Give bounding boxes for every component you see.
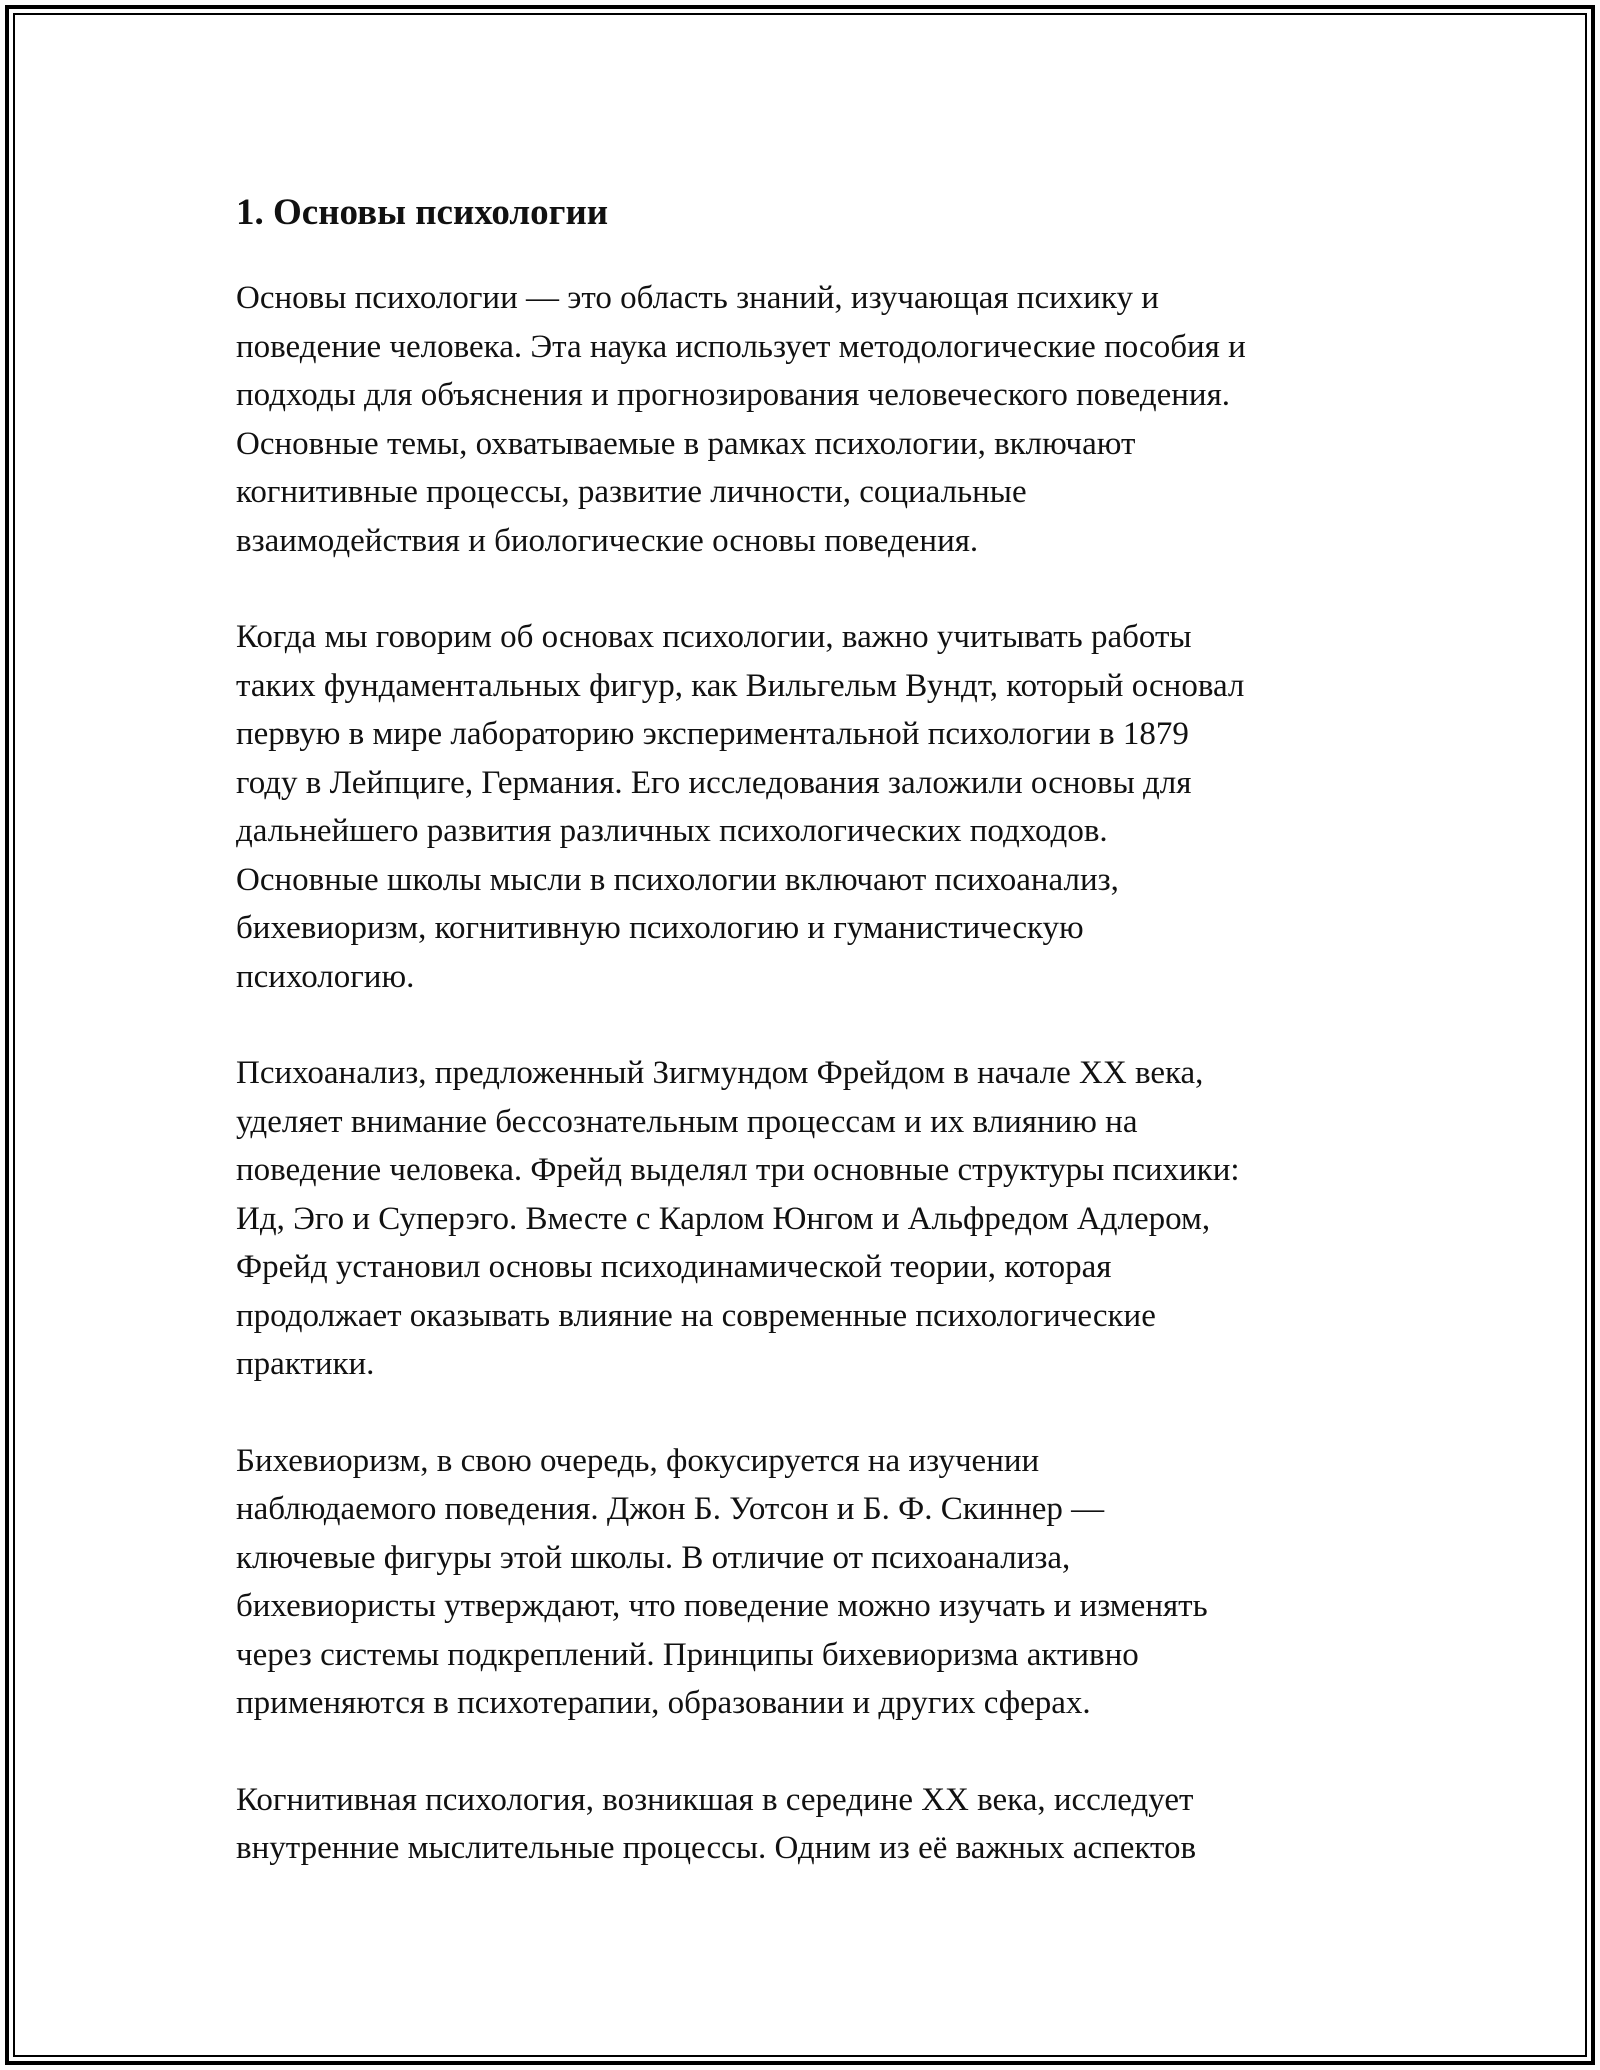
paragraph-line: Ид, Эго и Суперэго. Вместе с Карлом Юнгом и Альфредом Адлером, [236, 1200, 1211, 1237]
paragraph-line: первую в мире лабораторию экспериментальной психологии в 1879 [236, 716, 1189, 752]
paragraph-line: Когда мы говорим об основах психологии, важно учитывать работы [236, 619, 1192, 655]
paragraph-line: Основы психологии — это область знаний, изучающая психику и [236, 280, 1159, 316]
paragraph-line: Бихевиоризм, в свою очередь, фокусируется на изучении [236, 1442, 1040, 1479]
paragraph-line: году в Лейпциге, Германия. Его исследования заложили основы для [236, 764, 1192, 801]
paragraph-line: Психоанализ, предложенный Зигмундом Фрейдом в начале XX века, [236, 1055, 1204, 1091]
paragraph-line: таких фундаментальных фигур, как Вильгельм Вундт, который основал [236, 667, 1245, 704]
document-page [236, 188, 1396, 1921]
paragraph-line: Фрейд установил основы психодинамической теории, которая [236, 1249, 1112, 1285]
paragraph-line: подходы для объяснения и прогнозирования человеческого поведения. [236, 377, 1231, 413]
paragraph-line: Основные темы, охватываемые в рамках психологии, включают [236, 425, 1136, 462]
paragraph-1 [236, 274, 1396, 565]
paragraph-line: бихевиористы утверждают, что поведение можно изучать и изменять [236, 1588, 1208, 1624]
paragraph-line: применяются в психотерапии, образовании и других сферах. [236, 1685, 1091, 1721]
paragraph-line: внутренние мыслительные процессы. Одним из её важных аспектов [236, 1830, 1197, 1866]
paragraph-line: дальнейшего развития различных психологических подходов. [236, 813, 1108, 849]
paragraph-line: бихевиоризм, когнитивную психологию и гуманистическую [236, 910, 1084, 946]
paragraph-5 [236, 1776, 1396, 1873]
section-heading: 1. Основы психологии [236, 192, 609, 233]
paragraph-line: Основные школы мысли в психологии включают психоанализ, [236, 861, 1119, 898]
paragraph-line: Когнитивная психология, возникшая в середине XX века, исследует [236, 1781, 1194, 1818]
paragraph-2 [236, 613, 1396, 1001]
paragraph-line: поведение человека. Фрейд выделял три основные структуры психики: [236, 1152, 1240, 1188]
paragraph-line: поведение человека. Эта наука использует методологические пособия и [236, 328, 1246, 365]
paragraph-line: когнитивные процессы, развитие личности, социальные [236, 474, 1027, 510]
paragraph-line: ключевые фигуры этой школы. В отличие от психоанализа, [236, 1539, 1071, 1576]
paragraph-line: через системы подкреплений. Принципы бихевиоризма активно [236, 1636, 1139, 1673]
paragraph-line: взаимодействия и биологические основы поведения. [236, 522, 979, 559]
paragraph-line: практики. [236, 1346, 375, 1382]
paragraph-line: наблюдаемого поведения. Джон Б. Уотсон и Б. Ф. Скиннер — [236, 1491, 1105, 1527]
paragraph-3 [236, 1049, 1396, 1389]
paragraph-line: уделяет внимание бессознательным процессам и их влиянию на [236, 1103, 1138, 1140]
paragraph-line: продолжает оказывать влияние на современные психологические [236, 1297, 1156, 1334]
paragraph-4 [236, 1437, 1396, 1728]
paragraph-line: психологию. [236, 958, 415, 995]
